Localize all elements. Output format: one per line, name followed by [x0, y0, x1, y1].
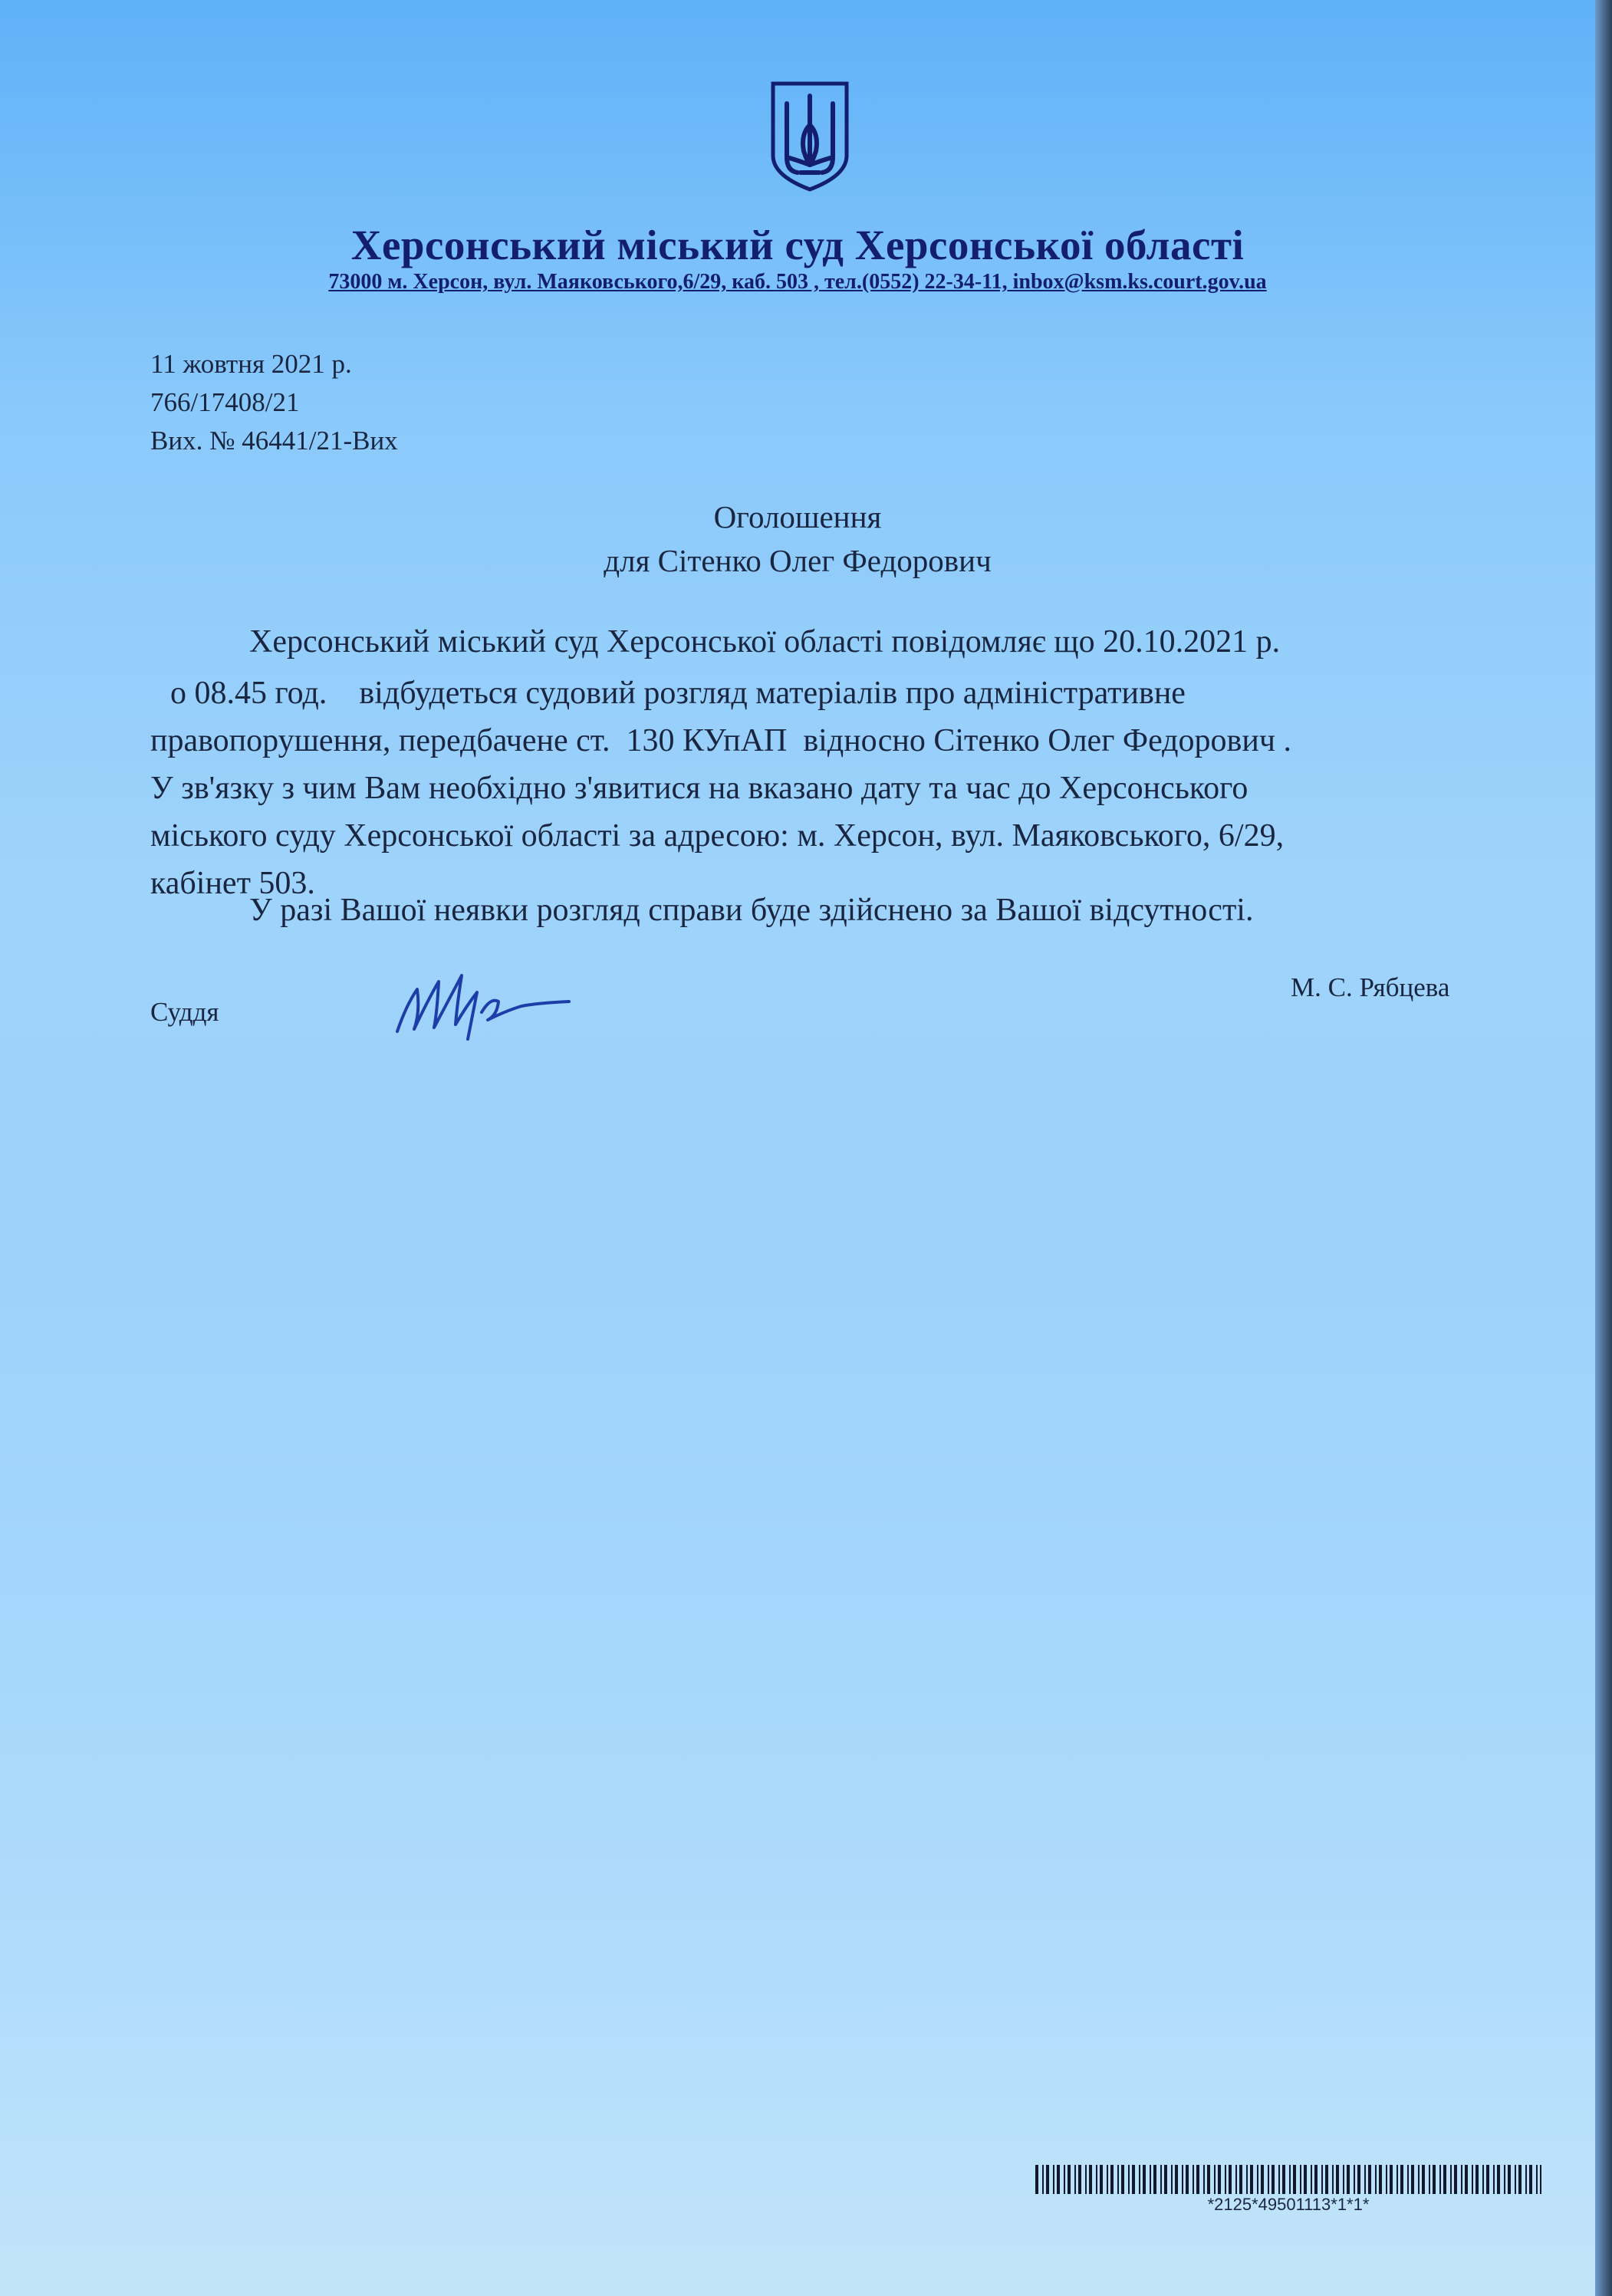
barcode-bar [1493, 2165, 1495, 2194]
case-number: 766/17408/21 [150, 387, 300, 417]
barcode-bar [1379, 2165, 1382, 2194]
barcode-bar [1357, 2165, 1360, 2194]
barcode-bar [1321, 2165, 1323, 2194]
barcode-bar [1536, 2165, 1538, 2194]
barcode-bar [1214, 2165, 1216, 2194]
barcode-bar [1390, 2165, 1393, 2194]
barcode-bar [1472, 2165, 1473, 2194]
barcode-bar [1364, 2165, 1366, 2194]
barcode-bar [1042, 2165, 1044, 2194]
ukraine-trident-emblem-icon [770, 81, 850, 192]
barcode-bar [1422, 2165, 1425, 2194]
outgoing-number: Вих. № 46441/21-Вих [150, 426, 398, 456]
notice-recipient: для Сітенко Олег Федорович [604, 543, 992, 578]
notice-heading: Оголошення [713, 499, 882, 535]
notice-body-line: міського суду Херсонської області за адресою: м. Херсон, вул. Маяковського, 6/29, [150, 818, 1285, 854]
barcode-bar [1121, 2165, 1124, 2194]
barcode-bar [1282, 2165, 1285, 2194]
barcode-bar [1300, 2165, 1301, 2194]
barcode-bar [1325, 2165, 1328, 2194]
barcode-bar [1482, 2165, 1484, 2194]
barcode-bar [1089, 2165, 1092, 2194]
notice-body-line: У зв'язку з чим Вам необхідно з'явитися на вказано дату та час до Херсонського [150, 771, 1248, 806]
barcode-bar [1289, 2165, 1291, 2194]
barcode-bar [1153, 2165, 1156, 2194]
barcode-bar [1461, 2165, 1462, 2194]
barcode-bar [1246, 2165, 1248, 2194]
barcode-bar [1186, 2165, 1189, 2194]
barcode-bar [1160, 2165, 1162, 2194]
notice-body-line: Херсонський міський суд Херсонської області повідомляє що 20.10.2021 р. [249, 624, 1281, 660]
barcode-bar [1268, 2165, 1269, 2194]
barcode-bar [1196, 2165, 1199, 2194]
barcode-bar [1057, 2165, 1060, 2194]
barcode-bar [1150, 2165, 1151, 2194]
barcode-bar [1250, 2165, 1253, 2194]
barcode-bar [1235, 2165, 1237, 2194]
court-title: Херсонський міський суд Херсонської області [350, 222, 1245, 268]
barcode-bar [1304, 2165, 1307, 2194]
barcode-bar [1529, 2165, 1532, 2194]
barcode-bar [1239, 2165, 1242, 2194]
barcode-bar [1143, 2165, 1146, 2194]
barcode-bar [1368, 2165, 1371, 2194]
barcode-bar [1117, 2165, 1119, 2194]
barcode-bar [1418, 2165, 1420, 2194]
barcode-bar [1171, 2165, 1173, 2194]
barcode-bar [1465, 2165, 1468, 2194]
barcode-bar [1278, 2165, 1280, 2194]
barcode-bar [1110, 2165, 1114, 2194]
barcode-bar [1515, 2165, 1516, 2194]
barcode-bar [1100, 2165, 1103, 2194]
barcode-bar [1139, 2165, 1140, 2194]
barcode-bar [1203, 2165, 1205, 2194]
barcode-bar [1540, 2165, 1541, 2194]
barcode-bar [1068, 2165, 1071, 2194]
barcode-bar [1225, 2165, 1226, 2194]
barcode-bar [1386, 2165, 1387, 2194]
barcode-bar [1046, 2165, 1049, 2194]
barcode-bar [1085, 2165, 1087, 2194]
barcode-bar [1433, 2165, 1436, 2194]
barcode-bar [1218, 2165, 1221, 2194]
barcode-bar [1096, 2165, 1097, 2194]
handwritten-signature-icon [391, 959, 575, 1043]
barcode-bar [1164, 2165, 1167, 2194]
judge-name: М. С. Рябцева [1291, 972, 1450, 1002]
barcode-bar [1525, 2165, 1527, 2194]
barcode-bar [1486, 2165, 1489, 2194]
court-address: 73000 м. Херсон, вул. Маяковського,6/29, каб. 503 , тел.(0552) 22-34-11, inbox@ksm.ks.court.gov.ua [328, 270, 1267, 294]
barcode-bar [1518, 2165, 1522, 2194]
barcode-bar [1107, 2165, 1108, 2194]
barcode-bar [1207, 2165, 1210, 2194]
barcode-bar [1439, 2165, 1441, 2194]
barcode-bar [1375, 2165, 1377, 2194]
barcode-bar [1064, 2165, 1065, 2194]
barcode-bar [1475, 2165, 1479, 2194]
barcode-bar [1508, 2165, 1511, 2194]
notice-body-line: У разі Вашої неявки розгляд справи буде здійснено за Вашої відсутності. [249, 893, 1254, 928]
barcode-bar [1175, 2165, 1178, 2194]
barcode-bar [1272, 2165, 1275, 2194]
barcode-bar [1311, 2165, 1312, 2194]
barcode-bar [1354, 2165, 1355, 2194]
barcode-bar [1336, 2165, 1339, 2194]
barcode-bar [1182, 2165, 1183, 2194]
barcode-text: *2125*49501113*1*1* [1207, 2195, 1370, 2214]
barcode-bar [1347, 2165, 1350, 2194]
barcode-bar [1400, 2165, 1403, 2194]
barcode-bar [1411, 2165, 1414, 2194]
judge-label: Суддя [150, 997, 219, 1027]
barcode-bar [1053, 2165, 1054, 2194]
barcode-bar [1132, 2165, 1135, 2194]
barcode-bar [1128, 2165, 1130, 2194]
notice-body-line: о 08.45 год. відбудеться судовий розгляд матеріалів про адміністративне [170, 676, 1186, 711]
barcode-bar [1497, 2165, 1500, 2194]
barcode-bar [1343, 2165, 1344, 2194]
barcode-bar [1293, 2165, 1296, 2194]
barcode-bar [1443, 2165, 1446, 2194]
notice-body-line: правопорушення, передбачене ст. 130 КУпАП відносно Сітенко Олег Федорович . [150, 723, 1291, 758]
barcode-bar [1074, 2165, 1076, 2194]
page-edge [1595, 0, 1612, 2296]
barcode-icon [1035, 2165, 1541, 2194]
barcode-bar [1429, 2165, 1430, 2194]
barcode-bar [1257, 2165, 1258, 2194]
barcode-bar [1397, 2165, 1398, 2194]
document-date: 11 жовтня 2021 р. [150, 349, 352, 379]
barcode-bar [1332, 2165, 1334, 2194]
barcode-bar [1314, 2165, 1318, 2194]
barcode-bar [1078, 2165, 1081, 2194]
barcode-bar [1261, 2165, 1264, 2194]
barcode-bar [1504, 2165, 1505, 2194]
barcode-bar [1407, 2165, 1409, 2194]
notice-body-line: кабінет 503. [150, 866, 315, 901]
barcode-bar [1450, 2165, 1452, 2194]
barcode-bar [1229, 2165, 1232, 2194]
barcode-bar [1454, 2165, 1457, 2194]
barcode-bar [1193, 2165, 1194, 2194]
barcode-bar [1035, 2165, 1038, 2194]
